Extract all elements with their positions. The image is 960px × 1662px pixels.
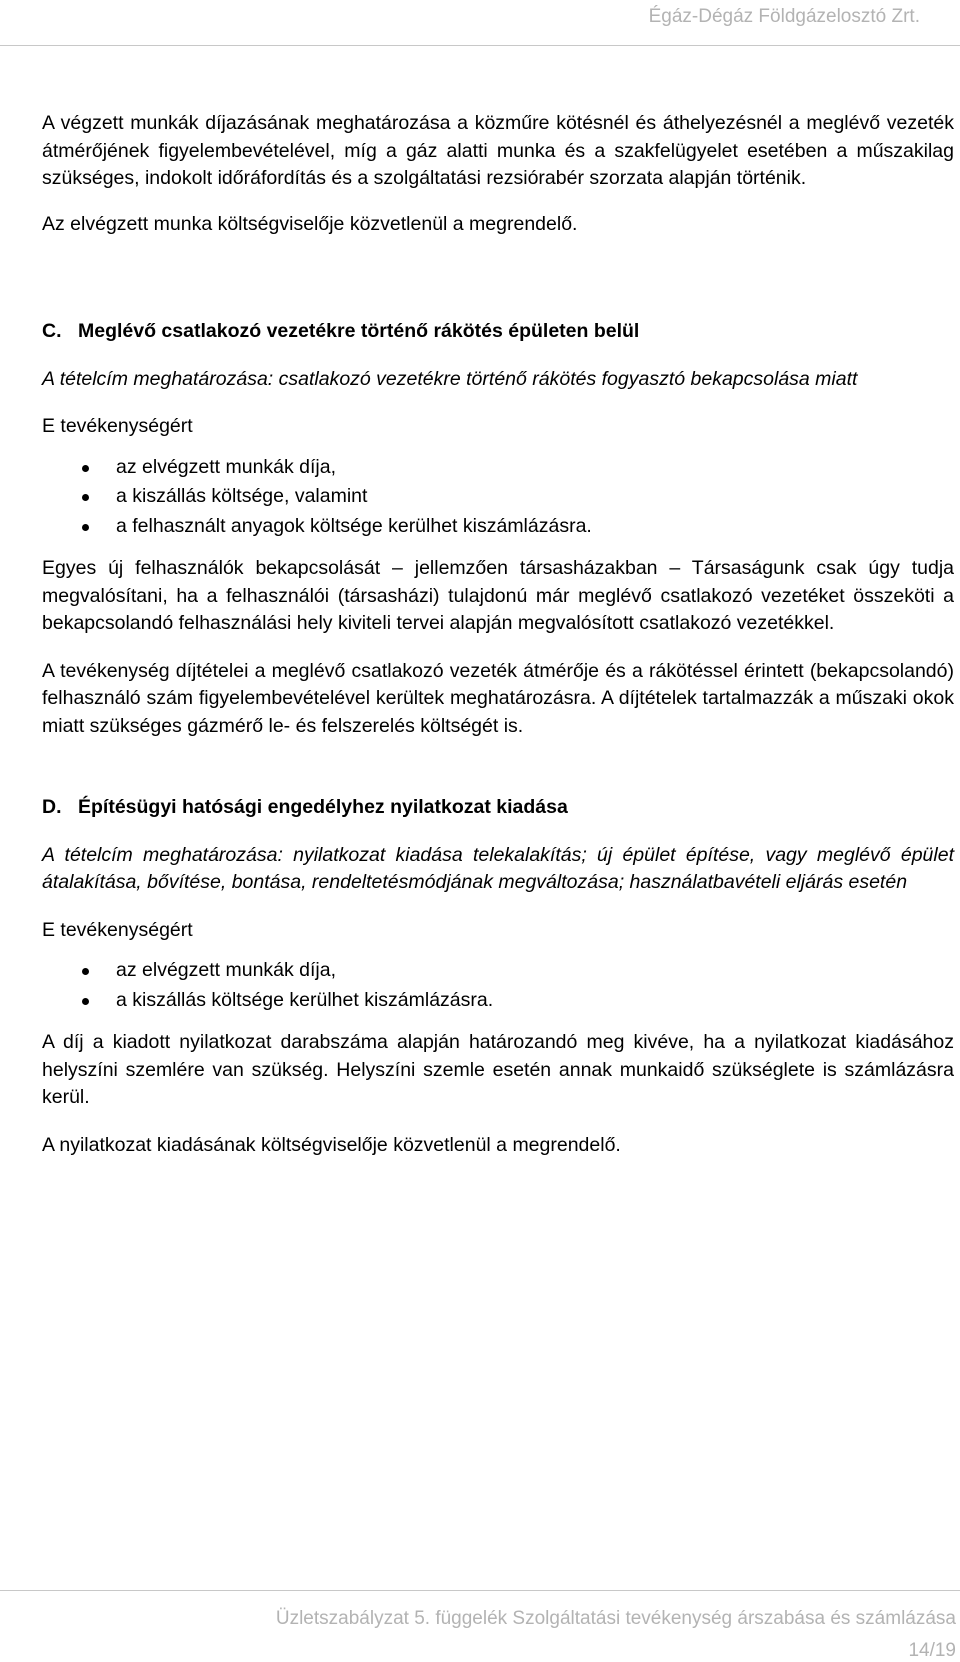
section-c-definition: A tételcím meghatározása: csatlakozó vezetékre történő rákötés fogyasztó bekapcsolása miatt <box>42 367 858 390</box>
section-c-title: Meglévő csatlakozó vezetékre történő rákötés épületen belül <box>78 320 640 342</box>
list-item: a kiszállás költsége, valamint <box>42 482 954 512</box>
list-item: az elvégzett munkák díja, <box>42 956 954 986</box>
header-divider <box>0 45 960 46</box>
section-d-title: Építésügyi hatósági engedélyhez nyilatkozat kiadása <box>78 796 568 818</box>
section-d-paragraph-2: A nyilatkozat kiadásának költségviselője közvetlenül a megrendelő. <box>42 1133 621 1156</box>
list-item: az elvégzett munkák díja, <box>42 453 954 483</box>
section-c-heading <box>42 318 954 346</box>
section-c-lead: E tevékenységért <box>42 415 193 437</box>
section-c-paragraph-2: A tevékenység díjtételei a meglévő csatlakozó vezeték átmérője és a rákötéssel érintett (bekapcsolandó) felhasználó szám figyelembevételével kerültek meghatározásra. A díjtételek tartalmazzák a műszaki okok miatt szükséges gázmérő le- és felszerelés költségét is. <box>42 659 954 737</box>
list-item: a felhasznált anyagok költsége kerülhet kiszámlázásra. <box>42 512 954 542</box>
section-d-lead: E tevékenységért <box>42 918 193 941</box>
bullet-icon <box>82 968 89 975</box>
page-header-company: Égáz-Dégáz Földgázelosztó Zrt. <box>648 6 920 27</box>
page-footer <box>276 1608 956 1662</box>
section-c-list <box>42 453 954 542</box>
bullet-icon <box>82 524 89 531</box>
document-body <box>42 110 954 1159</box>
intro-paragraph-1: A végzett munkák díjazásának meghatározása a közműre kötésnél és áthelyezésnél a meglévő vezeték átmérőjének figyelembevételével, míg a gáz alatti munka és a szakfelügyelet esetében a műszakilag szükséges, indokolt időráfordítás és a szolgáltatási rezsiórabér szorzata alapján történik. <box>42 112 954 189</box>
footer-title: Üzletszabályzat 5. függelék Szolgáltatási tevékenység árszabása és számlázása <box>275 1608 956 1629</box>
bullet-icon <box>82 494 89 501</box>
section-c-paragraph-1: Egyes új felhasználók bekapcsolását – jellemzően társasházakban – Társaságunk csak úgy tudja megvalósítani, ha a felhasználói (társasházi) tulajdonú már meglévő csatlakozó vezetéket összeköti a bekapcsolandó felhasználási hely kiviteli tervei alapján megvalósított csatlakozó vezetékkel. <box>42 557 954 634</box>
section-d-definition: A tételcím meghatározása: nyilatkozat kiadása telekalakítás; új épület építése, vagy meglévő épület átalakítása, bővítése, bontása, rendeltetésmódjának megváltozása; használatbavételi eljárás esetén <box>42 843 954 893</box>
bullet-icon <box>82 998 89 1005</box>
page-number: 14/19 <box>908 1640 956 1661</box>
bullet-icon <box>82 465 89 472</box>
section-d-letter: D. <box>42 796 62 818</box>
list-item: a kiszállás költsége kerülhet kiszámlázásra. <box>42 986 954 1016</box>
intro-paragraph-2: Az elvégzett munka költségviselője közvetlenül a megrendelő. <box>42 212 578 235</box>
section-d-list <box>42 956 954 1015</box>
section-d-paragraph-1: A díj a kiadott nyilatkozat darabszáma alapján határozandó meg kivéve, ha a nyilatkozat kiadásához helyszíni szemlére van szükség. Helyszíni szemle esetén annak munkaidő szükséglete is számlázásra kerül. <box>42 1031 954 1108</box>
section-c-letter: C. <box>42 320 62 342</box>
footer-divider <box>0 1590 960 1591</box>
section-d-heading <box>42 794 954 822</box>
